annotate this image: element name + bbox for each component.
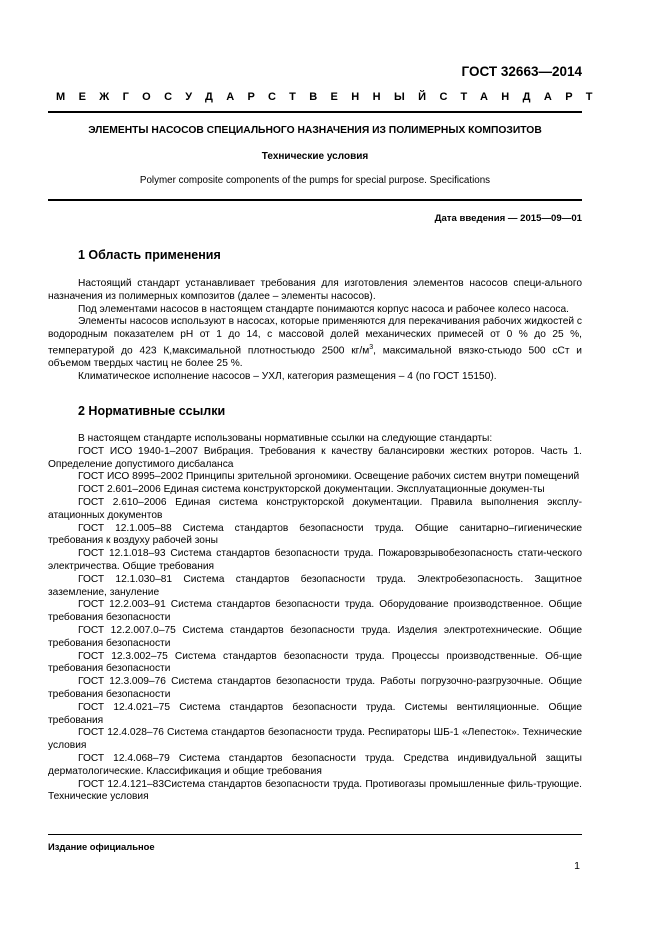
title-bottom-rule: [48, 199, 582, 201]
banner-word-standard: СТАНДАРТ: [439, 91, 606, 103]
section-1-paragraph-ranges: [48, 316, 582, 371]
reference-item: ГОСТ 12.4.028–76 Система стандартов безопасности труда. Респираторы ШБ-1 «Лепесток». Технические условия: [48, 727, 582, 752]
reference-item: ГОСТ 12.4.021–75 Система стандартов безопасности труда. Системы вентиляционные. Общие требования: [48, 701, 582, 726]
reference-item: ГОСТ 12.4.121–83Система стандартов безопасности труда. Противогазы промышленные филь-трующие. Технические условия: [48, 778, 582, 803]
section-1-heading: 1 Область применения: [78, 248, 221, 262]
section-2-heading: 2 Нормативные ссылки: [78, 404, 226, 418]
english-title: Polymer composite components of the pumps for special purpose. Specifications: [139, 175, 491, 186]
superscript-3: 3: [369, 343, 374, 351]
section-1-body: [48, 278, 582, 384]
reference-item: ГОСТ 12.2.003–91 Система стандартов безопасности труда. Оборудование производственное. Общие требования безопасности: [48, 599, 582, 624]
ranges-text-end: , максимальной вязко-стьюдо 500 сСт и объемом твердых частиц не более 25 %.: [48, 345, 582, 370]
reference-item: ГОСТ 12.1.030–81 Система стандартов безопасности труда. Электробезопасность. Защитное заземление, зануление: [48, 573, 582, 598]
top-rule: [48, 111, 582, 113]
references-intro: В настоящем стандарте использованы нормативные ссылки на следующие стандарты:: [78, 433, 493, 444]
document-subtitle: Технические условия: [261, 151, 369, 162]
reference-item: ГОСТ 12.3.009–76 Система стандартов безопасности труда. Работы погрузочно-разгрузочные. Общие требования безопасности: [48, 676, 582, 700]
banner-word-interstate: МЕЖГОСУДАРСТВЕННЫЙ: [56, 91, 440, 103]
effective-date: Дата введения — 2015—09—01: [434, 213, 582, 224]
reference-item: ГОСТ 12.4.068–79 Система стандартов безопасности труда. Средства индивидуальной защиты дерматологические. Классификация и общие требования: [48, 752, 582, 777]
page-number: 1: [574, 860, 580, 872]
reference-item: ГОСТ ИСО 1940-1–2007 Вибрация. Требования к качеству балансировки жестких роторов. Часть 1. Определение допустимого дисбаланса: [48, 445, 582, 470]
ranges-text: Элементы насосов используют в насосах, которые применяются для перекачивания рабочих жидкостей с водородным показателем pH от 1 до 14, с массовой долей механических примесей от 0 % до 25 %, температурой до 423 К,максимальной плотностьюдо 2500 кг/м: [48, 316, 582, 357]
official-edition-label: Издание официальное: [48, 841, 155, 852]
reference-item: ГОСТ 2.601–2006 Единая система конструкторской документации. Эксплуатационные докумен-ты: [78, 484, 545, 496]
section-1-paragraph: Климатическое исполнение насосов – УХЛ, категория размещения – 4 (по ГОСТ 15150).: [78, 370, 497, 382]
reference-item: ГОСТ 12.1.005–88 Система стандартов безопасности труда. Общие санитарно–гигиенические требования к воздуху рабочей зоны: [48, 522, 582, 547]
footer-rule: [48, 834, 582, 835]
document-title: ЭЛЕМЕНТЫ НАСОСОВ СПЕЦИАЛЬНОГО НАЗНАЧЕНИЯ ИЗ ПОЛИМЕРНЫХ КОМПОЗИТОВ: [88, 125, 542, 136]
reference-item: ГОСТ ИСО 8995–2002 Принципы зрительной эргономики. Освещение рабочих систем внутри помещений: [78, 471, 580, 483]
section-2-body: [48, 433, 582, 804]
reference-item: ГОСТ 2.610–2006 Единая система конструкторской документации. Правила выполнения эксплу-атационных документов: [48, 496, 582, 521]
section-1-paragraph: Настоящий стандарт устанавливает требования для изготовления элементов насосов специ-ального назначения из полимерных композитов (далее – элементы насосов).: [48, 278, 582, 302]
reference-item: ГОСТ 12.3.002–75 Система стандартов безопасности труда. Процессы производственные. Об-щие требования безопасности: [48, 650, 582, 675]
standard-banner: [56, 91, 606, 103]
reference-item: ГОСТ 12.2.007.0–75 Система стандартов безопасности труда. Изделия электротехнические. Общие требования безопасности: [48, 624, 582, 649]
section-1-paragraph: Под элементами насосов в настоящем стандарте понимаются корпус насоса и рабочее колесо насоса.: [78, 303, 569, 315]
document-id: ГОСТ 32663—2014: [461, 64, 582, 79]
reference-item: ГОСТ 12.1.018–93 Система стандартов безопасности труда. Пожаровзрывобезопасность стати-ческого электричества. Общие требования: [48, 548, 582, 572]
